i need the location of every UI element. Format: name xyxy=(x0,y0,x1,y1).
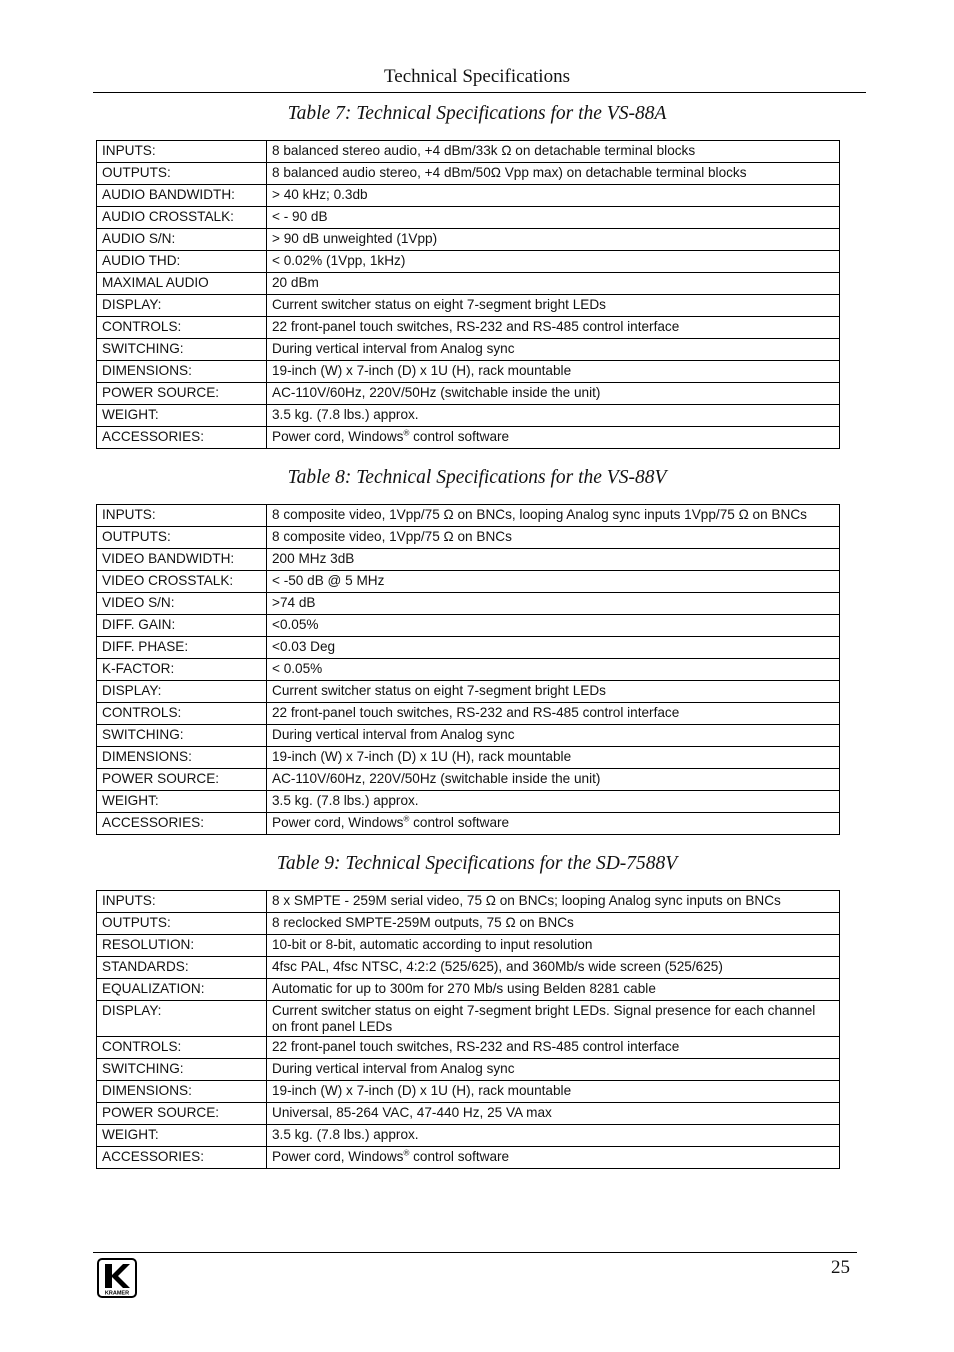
table-row xyxy=(97,935,840,957)
spec-value: < - 90 dB xyxy=(267,207,840,229)
table-row xyxy=(97,405,840,427)
table-row xyxy=(97,207,840,229)
spec-value: 8 balanced stereo audio, +4 dBm/33k Ω on detachable terminal blocks xyxy=(267,141,840,163)
spec-label: CONTROLS: xyxy=(97,1037,267,1059)
spec-label: VIDEO S/N: xyxy=(97,593,267,615)
spec-value-text: control software xyxy=(409,815,510,830)
table-row xyxy=(97,979,840,1001)
table-row xyxy=(97,141,840,163)
registered-mark: ® xyxy=(403,814,410,824)
spec-value: 8 reclocked SMPTE-259M outputs, 75 Ω on BNCs xyxy=(267,913,840,935)
table-row xyxy=(97,913,840,935)
table-8-caption: Table 8: Technical Specifications for the VS-88V xyxy=(287,467,667,488)
spec-label: ACCESSORIES: xyxy=(97,1147,267,1169)
spec-value: < 0.05% xyxy=(267,659,840,681)
spec-value: <0.05% xyxy=(267,615,840,637)
table-row xyxy=(97,703,840,725)
spec-value: Automatic for up to 300m for 270 Mb/s using Belden 8281 cable xyxy=(267,979,840,1001)
spec-label: EQUALIZATION: xyxy=(97,979,267,1001)
spec-label: DIMENSIONS: xyxy=(97,747,267,769)
table-row xyxy=(97,505,840,527)
spec-value: 22 front-panel touch switches, RS-232 and RS-485 control interface xyxy=(267,1037,840,1059)
table-9-caption: Table 9: Technical Specifications for the SD-7588V xyxy=(276,853,678,874)
spec-label: DIMENSIONS: xyxy=(97,1081,267,1103)
table-row xyxy=(97,791,840,813)
spec-value: 8 composite video, 1Vpp/75 Ω on BNCs xyxy=(267,527,840,549)
table-row xyxy=(97,1059,840,1081)
table-row xyxy=(97,637,840,659)
spec-value: > 90 dB unweighted (1Vpp) xyxy=(267,229,840,251)
spec-value-text: control software xyxy=(409,1149,510,1164)
spec-label: OUTPUTS: xyxy=(97,527,267,549)
spec-value: < -50 dB @ 5 MHz xyxy=(267,571,840,593)
spec-label: WEIGHT: xyxy=(97,1125,267,1147)
spec-value: 19-inch (W) x 7-inch (D) x 1U (H), rack mountable xyxy=(267,361,840,383)
spec-value: 200 MHz 3dB xyxy=(267,549,840,571)
spec-table-vs-88v xyxy=(96,504,840,835)
table-row xyxy=(97,1103,840,1125)
spec-label: DIMENSIONS: xyxy=(97,361,267,383)
spec-table-vs-88a xyxy=(96,140,840,449)
table-row xyxy=(97,891,840,913)
table-row xyxy=(97,383,840,405)
spec-label: SWITCHING: xyxy=(97,725,267,747)
spec-value: During vertical interval from Analog sync xyxy=(267,725,840,747)
spec-value: During vertical interval from Analog sync xyxy=(267,1059,840,1081)
spec-label: POWER SOURCE: xyxy=(97,383,267,405)
table-row xyxy=(97,549,840,571)
table-row xyxy=(97,1037,840,1059)
spec-label: DISPLAY: xyxy=(97,681,267,703)
kramer-k-logo-icon xyxy=(97,1258,137,1298)
spec-label: CONTROLS: xyxy=(97,703,267,725)
spec-value: 8 x SMPTE - 259M serial video, 75 Ω on BNCs; looping Analog sync inputs on BNCs xyxy=(267,891,840,913)
spec-label: INPUTS: xyxy=(97,891,267,913)
table-row xyxy=(97,527,840,549)
table-row xyxy=(97,1147,840,1169)
spec-value: Current switcher status on eight 7-segment bright LEDs xyxy=(267,681,840,703)
page-number: 25 xyxy=(831,1257,850,1278)
spec-value: Current switcher status on eight 7-segment bright LEDs xyxy=(267,295,840,317)
table-row xyxy=(97,681,840,703)
spec-label: DIFF. PHASE: xyxy=(97,637,267,659)
spec-label: AUDIO CROSSTALK: xyxy=(97,207,267,229)
spec-label: MAXIMAL AUDIO xyxy=(97,273,267,295)
table-row xyxy=(97,1081,840,1103)
table-7-caption: Table 7: Technical Specifications for the VS-88A xyxy=(287,103,667,124)
spec-value: 22 front-panel touch switches, RS-232 and RS-485 control interface xyxy=(267,317,840,339)
table-row xyxy=(97,163,840,185)
table-row xyxy=(97,593,840,615)
spec-label: WEIGHT: xyxy=(97,405,267,427)
spec-value: 3.5 kg. (7.8 lbs.) approx. xyxy=(267,1125,840,1147)
spec-value xyxy=(267,1147,840,1169)
spec-value: 4fsc PAL, 4fsc NTSC, 4:2:2 (525/625), and 360Mb/s wide screen (525/625) xyxy=(267,957,840,979)
spec-value: 20 dBm xyxy=(267,273,840,295)
spec-value: >74 dB xyxy=(267,593,840,615)
table-row xyxy=(97,185,840,207)
spec-value-text: Power cord, Windows xyxy=(272,429,404,444)
header-rule xyxy=(93,92,866,93)
spec-value xyxy=(267,427,840,449)
spec-value xyxy=(267,813,840,835)
footer-rule xyxy=(93,1252,857,1253)
spec-value: 10-bit or 8-bit, automatic according to input resolution xyxy=(267,935,840,957)
page-header-title: Technical Specifications xyxy=(384,66,570,87)
table-row xyxy=(97,957,840,979)
spec-label: K-FACTOR: xyxy=(97,659,267,681)
spec-value: 3.5 kg. (7.8 lbs.) approx. xyxy=(267,791,840,813)
spec-value-text: Power cord, Windows xyxy=(272,815,404,830)
table-row xyxy=(97,339,840,361)
table-row xyxy=(97,571,840,593)
table-row xyxy=(97,427,840,449)
spec-label: AUDIO S/N: xyxy=(97,229,267,251)
spec-value: 19-inch (W) x 7-inch (D) x 1U (H), rack mountable xyxy=(267,747,840,769)
logo-text: KRAMER xyxy=(104,1290,130,1297)
spec-label: SWITCHING: xyxy=(97,339,267,361)
spec-label: AUDIO BANDWIDTH: xyxy=(97,185,267,207)
spec-value-text: Power cord, Windows xyxy=(272,1149,404,1164)
spec-label: OUTPUTS: xyxy=(97,163,267,185)
spec-label: CONTROLS: xyxy=(97,317,267,339)
spec-value: 8 balanced audio stereo, +4 dBm/50Ω Vpp max) on detachable terminal blocks xyxy=(267,163,840,185)
table-row xyxy=(97,361,840,383)
spec-label: ACCESSORIES: xyxy=(97,427,267,449)
table-row xyxy=(97,251,840,273)
table-row xyxy=(97,273,840,295)
registered-mark: ® xyxy=(403,1148,410,1158)
spec-label: DISPLAY: xyxy=(97,295,267,317)
spec-value: Current switcher status on eight 7-segment bright LEDs. Signal presence for each channel on front panel LEDs xyxy=(267,1001,840,1037)
spec-label: RESOLUTION: xyxy=(97,935,267,957)
spec-value: 8 composite video, 1Vpp/75 Ω on BNCs, looping Analog sync inputs 1Vpp/75 Ω on BNCs xyxy=(267,505,840,527)
table-row xyxy=(97,659,840,681)
spec-value-text: control software xyxy=(409,429,510,444)
spec-label: VIDEO CROSSTALK: xyxy=(97,571,267,593)
spec-label: DISPLAY: xyxy=(97,1001,267,1037)
spec-value: AC-110V/60Hz, 220V/50Hz (switchable inside the unit) xyxy=(267,383,840,405)
spec-label: INPUTS: xyxy=(97,141,267,163)
spec-value: <0.03 Deg xyxy=(267,637,840,659)
spec-label: POWER SOURCE: xyxy=(97,1103,267,1125)
spec-label: INPUTS: xyxy=(97,505,267,527)
spec-label: OUTPUTS: xyxy=(97,913,267,935)
table-row xyxy=(97,295,840,317)
table-row xyxy=(97,1125,840,1147)
registered-mark: ® xyxy=(403,428,410,438)
table-row xyxy=(97,615,840,637)
table-row xyxy=(97,1001,840,1037)
table-row xyxy=(97,229,840,251)
spec-label: STANDARDS: xyxy=(97,957,267,979)
spec-value: > 40 kHz; 0.3db xyxy=(267,185,840,207)
spec-value: During vertical interval from Analog sync xyxy=(267,339,840,361)
spec-value: 3.5 kg. (7.8 lbs.) approx. xyxy=(267,405,840,427)
spec-label: DIFF. GAIN: xyxy=(97,615,267,637)
spec-label: ACCESSORIES: xyxy=(97,813,267,835)
spec-table-sd-7588v xyxy=(96,890,840,1169)
spec-value: Universal, 85-264 VAC, 47-440 Hz, 25 VA max xyxy=(267,1103,840,1125)
spec-label: POWER SOURCE: xyxy=(97,769,267,791)
table-row xyxy=(97,813,840,835)
table-row xyxy=(97,769,840,791)
spec-label: SWITCHING: xyxy=(97,1059,267,1081)
spec-value: AC-110V/60Hz, 220V/50Hz (switchable inside the unit) xyxy=(267,769,840,791)
table-row xyxy=(97,317,840,339)
spec-label: WEIGHT: xyxy=(97,791,267,813)
spec-value: 22 front-panel touch switches, RS-232 and RS-485 control interface xyxy=(267,703,840,725)
spec-label: VIDEO BANDWIDTH: xyxy=(97,549,267,571)
table-row xyxy=(97,747,840,769)
spec-value: 19-inch (W) x 7-inch (D) x 1U (H), rack mountable xyxy=(267,1081,840,1103)
spec-label: AUDIO THD: xyxy=(97,251,267,273)
table-row xyxy=(97,725,840,747)
spec-value: < 0.02% (1Vpp, 1kHz) xyxy=(267,251,840,273)
